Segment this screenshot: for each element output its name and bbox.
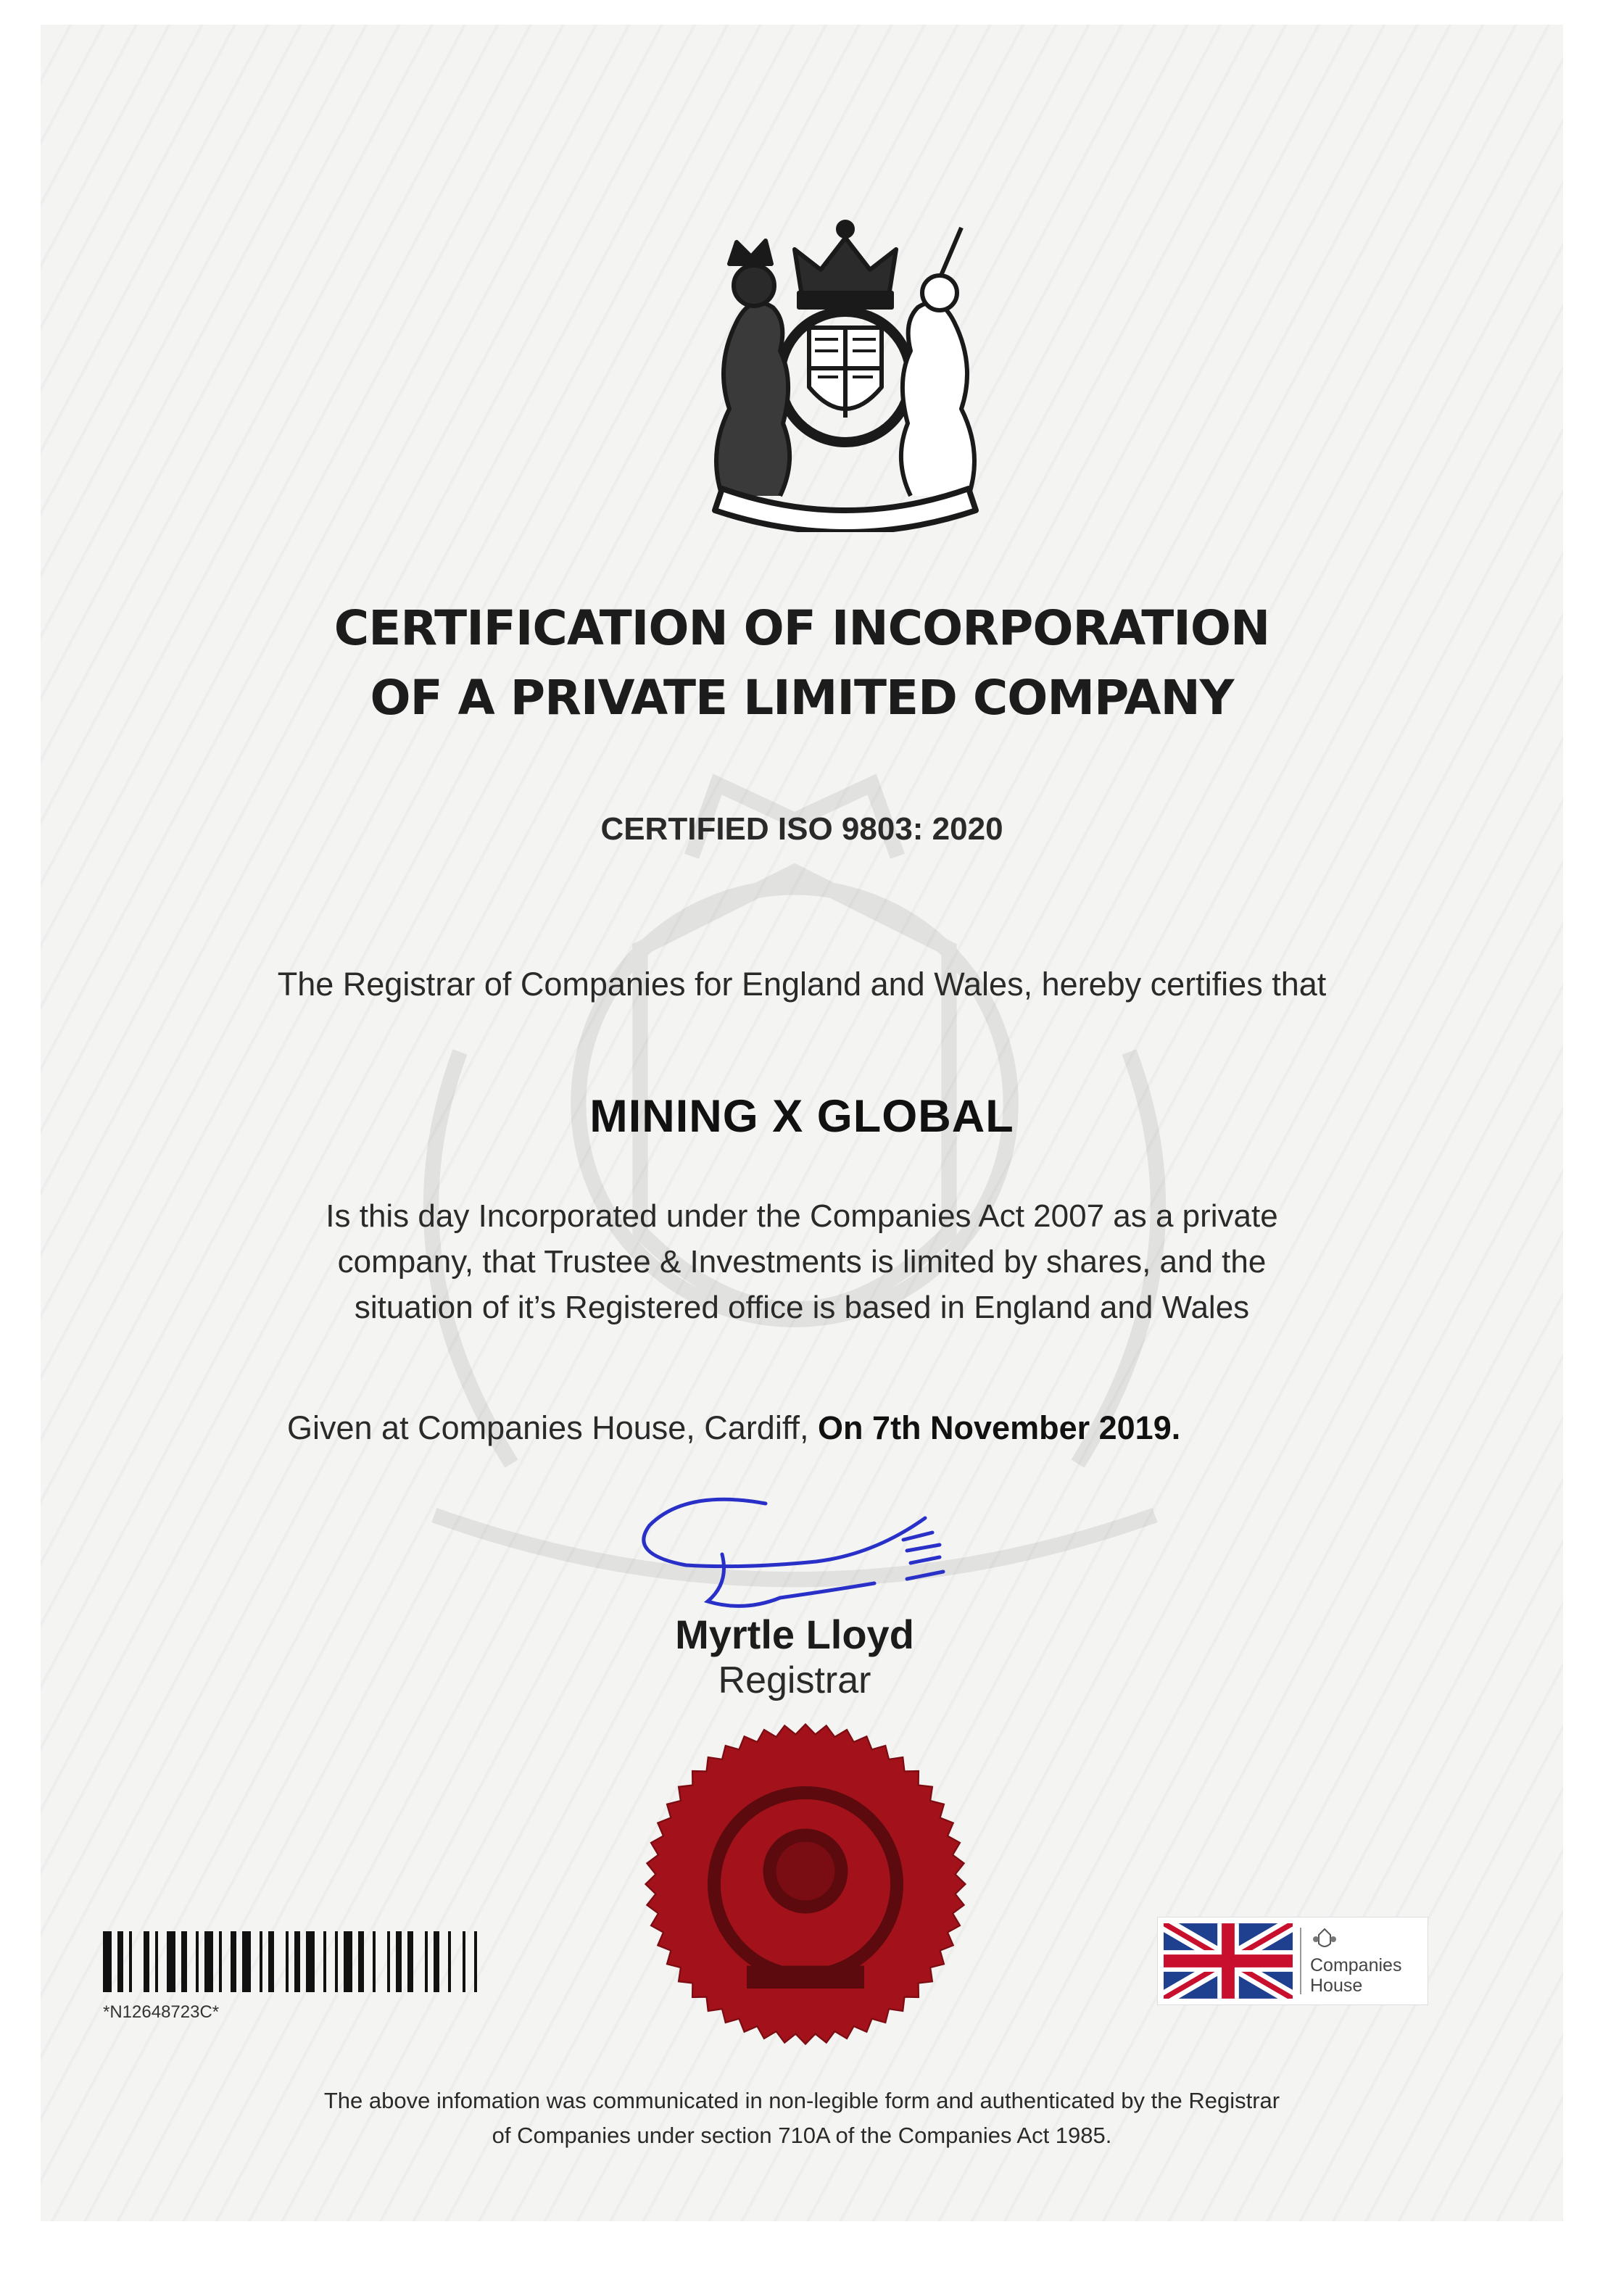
companies-house-logo — [1157, 1917, 1428, 2005]
barcode-number: *N12648723C* — [103, 2002, 220, 2022]
small-crest-icon — [1312, 1926, 1338, 1951]
logo-divider — [1300, 1928, 1301, 1994]
certificate-sheet — [41, 25, 1563, 2221]
incorporation-text — [41, 1193, 1563, 1330]
given-at-line — [287, 1409, 1180, 1447]
footer-line-2: of Companies under section 710A of the Companies Act 1985. — [492, 2123, 1112, 2148]
given-date: On 7th November 2019. — [818, 1409, 1181, 1446]
footer-note — [41, 2083, 1563, 2153]
footer-line-1: The above infomation was communicated in non-legible form and authenticated by the Registrar — [323, 2088, 1280, 2113]
barcode-icon — [103, 1931, 564, 1992]
body-line-3: situation of it’s Registered office is based in England and Wales — [354, 1290, 1250, 1325]
wax-seal-icon — [642, 1721, 969, 2047]
body-line-2: company, that Trustee & Investments is limited by shares, and the — [337, 1244, 1267, 1280]
iso-certification: CERTIFIED ISO 9803: 2020 — [600, 811, 1003, 847]
body-line-1: Is this day Incorporated under the Companies Act 2007 as a private — [326, 1198, 1278, 1234]
royal-coat-of-arms-icon — [664, 206, 1027, 532]
registrar-name: Myrtle Lloyd — [675, 1612, 914, 1657]
given-prefix: Given at Companies House, Cardiff, — [287, 1409, 809, 1446]
certificate-title — [41, 594, 1563, 733]
company-name: MINING X GLOBAL — [589, 1091, 1014, 1142]
title-line-1: CERTIFICATION OF INCORPORATION — [334, 600, 1270, 656]
registrar-title: Registrar — [718, 1659, 871, 1701]
title-line-2: OF A PRIVATE LIMITED COMPANY — [370, 670, 1234, 726]
companies-house-name: Companies House — [1310, 1955, 1402, 1996]
registrar-statement: The Registrar of Companies for England and Wales, hereby certifies that — [277, 966, 1327, 1003]
union-flag-icon — [1164, 1923, 1293, 1999]
